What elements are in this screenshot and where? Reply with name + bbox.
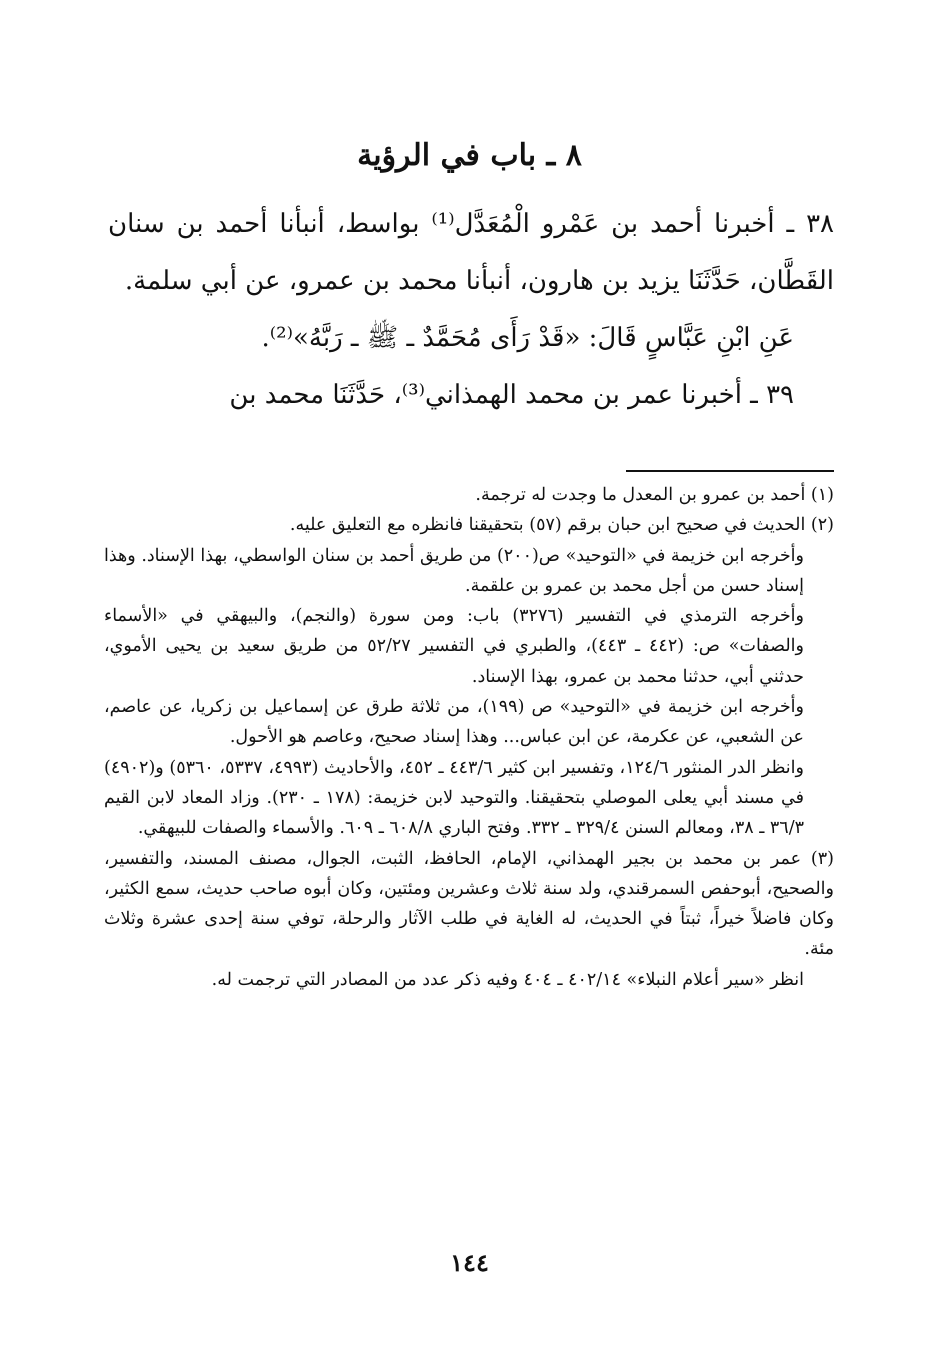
footnote-2: (٢) الحديث في صحيح ابن حبان برقم (٥٧) بتحقيقنا فانظره مع التعليق عليه.: [289, 515, 834, 536]
footnotes: [104, 480, 834, 995]
hadith-39: ٣٩ ـ أخبرنا عمر بن محمد الهمذاني⁽³⁾، حَدَّثَنَا محمد بن: [229, 380, 794, 410]
chapter-heading: ٨ ـ باب في الرؤية: [357, 138, 582, 173]
footnote-1: (١) أحمد بن عمرو بن المعدل ما وجدت له ترجمة.: [475, 485, 834, 505]
footnote-3-para-a: انظر «سير أعلام النبلاء» ٤٠٢/١٤ ـ ٤٠٤ وفيه ذكر عدد من المصادر التي ترجمت له.: [211, 969, 804, 990]
main-text: [108, 196, 834, 424]
hadith-38: ٣٨ ـ أخبرنا أحمد بن عَمْرو الْمُعَدَّل⁽¹⁾ بواسط، أنبأنا أحمد بن سنان القَطَّان، حَدَّثَنَا يزيد بن هارون، أنبأنا محمد بن عمرو، عن أبي سلمة.: [108, 209, 834, 296]
footnote-2-para-c: وأخرجه ابن خزيمة في «التوحيد» ص (١٩٩)، من ثلاثة طرق عن إسماعيل بن زكريا، عن عاصم، عن الشعبي، عن عكرمة، عن ابن عباس... وهذا إسناد صحيح، وعاصم هو الأحول.: [104, 697, 804, 748]
footnote-2-para-b: وأخرجه الترمذي في التفسير (٣٢٧٦) باب: ومن سورة (والنجم)، والبيهقي في «الأسماء والصفات» ص: (٤٤٢ ـ ٤٤٣)، والطبري في التفسير ٥٢/٢٧ من طريق سعيد بن يحيى الأموي، حدثني أبي، حدثنا محمد بن عمرو، بهذا الإسناد.: [104, 606, 804, 687]
footnote-2-para-a: وأخرجه ابن خزيمة في «التوحيد» ص(٢٠٠) من طريق أحمد بن سنان الواسطي، بهذا الإسناد. وهذا إسناد حسن من أجل محمد بن عمرو بن علقمة.: [104, 545, 804, 596]
page-number: ١٤٤: [450, 1248, 489, 1277]
footnote-3: (٣) عمر بن محمد بن بجير الهمذاني، الإمام، الحافظ، الثبت، الجوال، مصنف المسند، والتفسير، والصحيح، أبوحفص السمرقندي، ولد سنة ثلاث وعشرين ومئتين، وكان أبوه صاحب حديث، سمع الكثير، وكان فاضلاً خيراً، ثبتاً في الحديث، له الغاية في طلب الآثار والرحلة، توفي سنة إحدى عشرة وثلاث مئة.: [104, 848, 834, 960]
footnote-2-para-d: وانظر الدر المنثور ١٢٤/٦، وتفسير ابن كثير ٤٤٣/٦ ـ ٤٥٢، والأحاديث (٤٩٩٣، ٥٣٣٧، ٥٣٦٠) و(٤٩٠٢) في مسند أبي يعلى الموصلي بتحقيقنا. والتوحيد لابن خزيمة: (١٧٨ ـ ٢٣٠). وزاد المعاد لابن القيم ٣٦/٣ ـ ٣٨، ومعالم السنن ٣٢٩/٤ ـ ٣٣٢. وفتح الباري ٦٠٨/٨ ـ ٦٠٩. والأسماء والصفات للبيهقي.: [104, 757, 804, 839]
hadith-38-matn: عَنِ ابْنِ عَبَّاسٍ قَالَ: «قَدْ رَأَى مُحَمَّدٌ ـ ﷺ ـ رَبَّهُ»⁽²⁾.: [261, 323, 794, 353]
footnote-divider: [626, 470, 834, 472]
